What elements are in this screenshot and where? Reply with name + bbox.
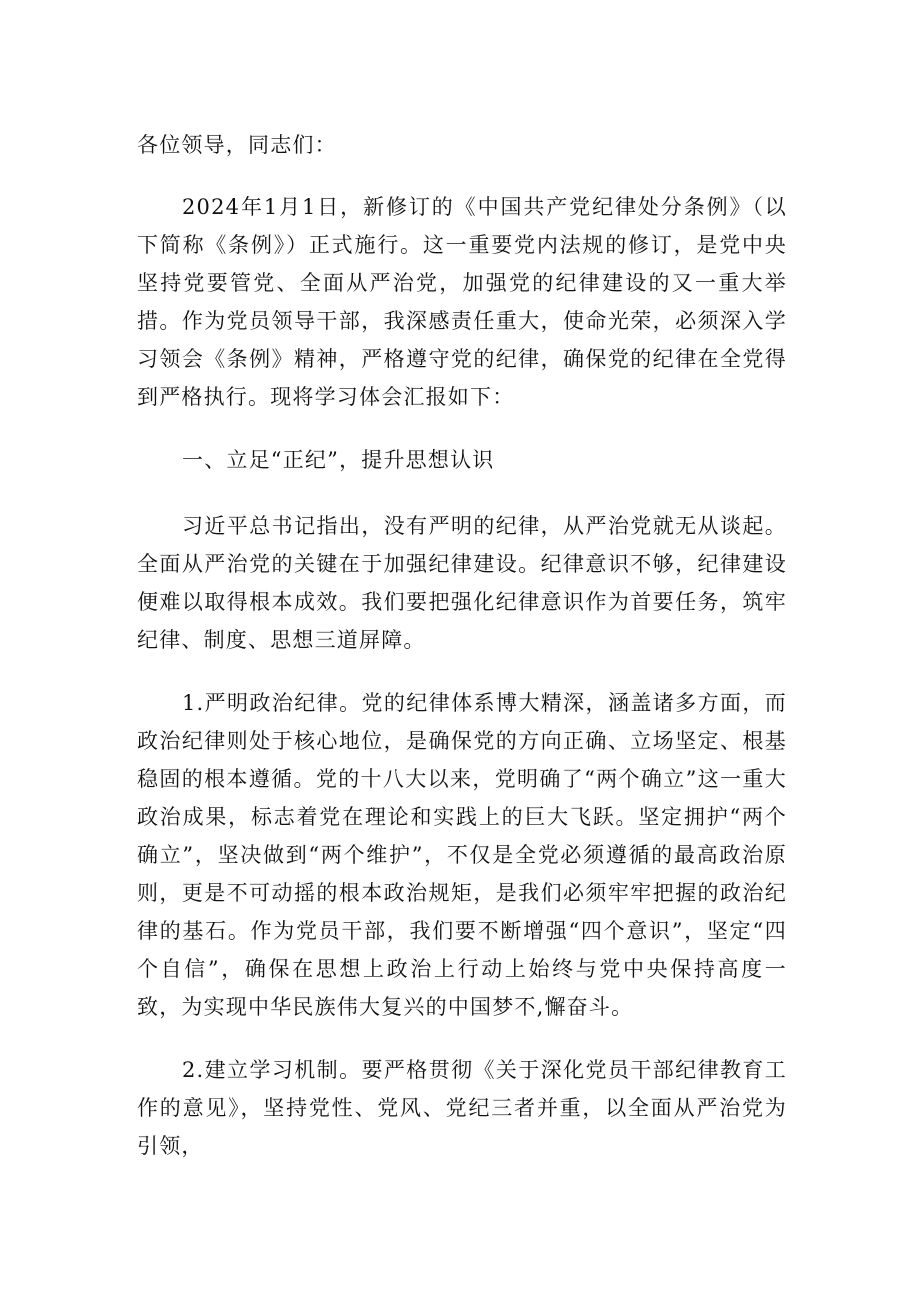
item-1-paragraph: 1.严明政治纪律。党的纪律体系博大精深，涵盖诸多方面，而政治纪律则处于核心地位，是确保党的方向正确、立场坚定、根基稳固的根本遵循。党的十八大以来，党明确了“两个确立”这一重大政治成果，标志着党在理论和实践上的巨大飞跃。坚定拥护“两个确立”，坚决做到“两个维护”，不仅是全党必须遵循的最高政治原则，更是不可动摇的根本政治规矩，是我们必须牢牢把握的政治纪律的基石。作为党员干部，我们要不断增强“四个意识”，坚定“四个自信”，确保在思想上政治上行动上始终与党中央保持高度一致，为实现中华民族伟大复兴的中国梦不,懈奋斗。 <box>137 691 787 1019</box>
salutation: 各位领导，同志们： <box>137 133 337 157</box>
intro-paragraph: 2024年1月1日，新修订的《中国共产党纪律处分条例》（以下简称《条例》）正式施行。这一重要党内法规的修订，是党中央坚持党要管党、全面从严治党，加强党的纪律建设的又一重大举措。作为党员领导干部，我深感责任重大，使命光荣，必须深入学习领会《条例》精神，严格遵守党的纪律，确保党的纪律在全党得到严格执行。现将学习体会汇报如下： <box>137 195 787 409</box>
section-1-paragraph: 习近平总书记指出，没有严明的纪律，从严治党就无从谈起。全面从严治党的关键在于加强纪律建设。纪律意识不够，纪律建设便难以取得根本成效。我们要把强化纪律意识作为首要任务，筑牢纪律、制度、思想三道屏障。 <box>137 514 787 652</box>
section-1-heading: 一、立足“正纪”，提升思想认识 <box>182 448 495 472</box>
item-2-paragraph: 2.建立学习机制。要严格贯彻《关于深化党员干部纪律教育工作的意见》，坚持党性、党风、党纪三者并重，以全面从严治党为引领， <box>137 1058 787 1158</box>
document-body <box>137 126 787 1190</box>
